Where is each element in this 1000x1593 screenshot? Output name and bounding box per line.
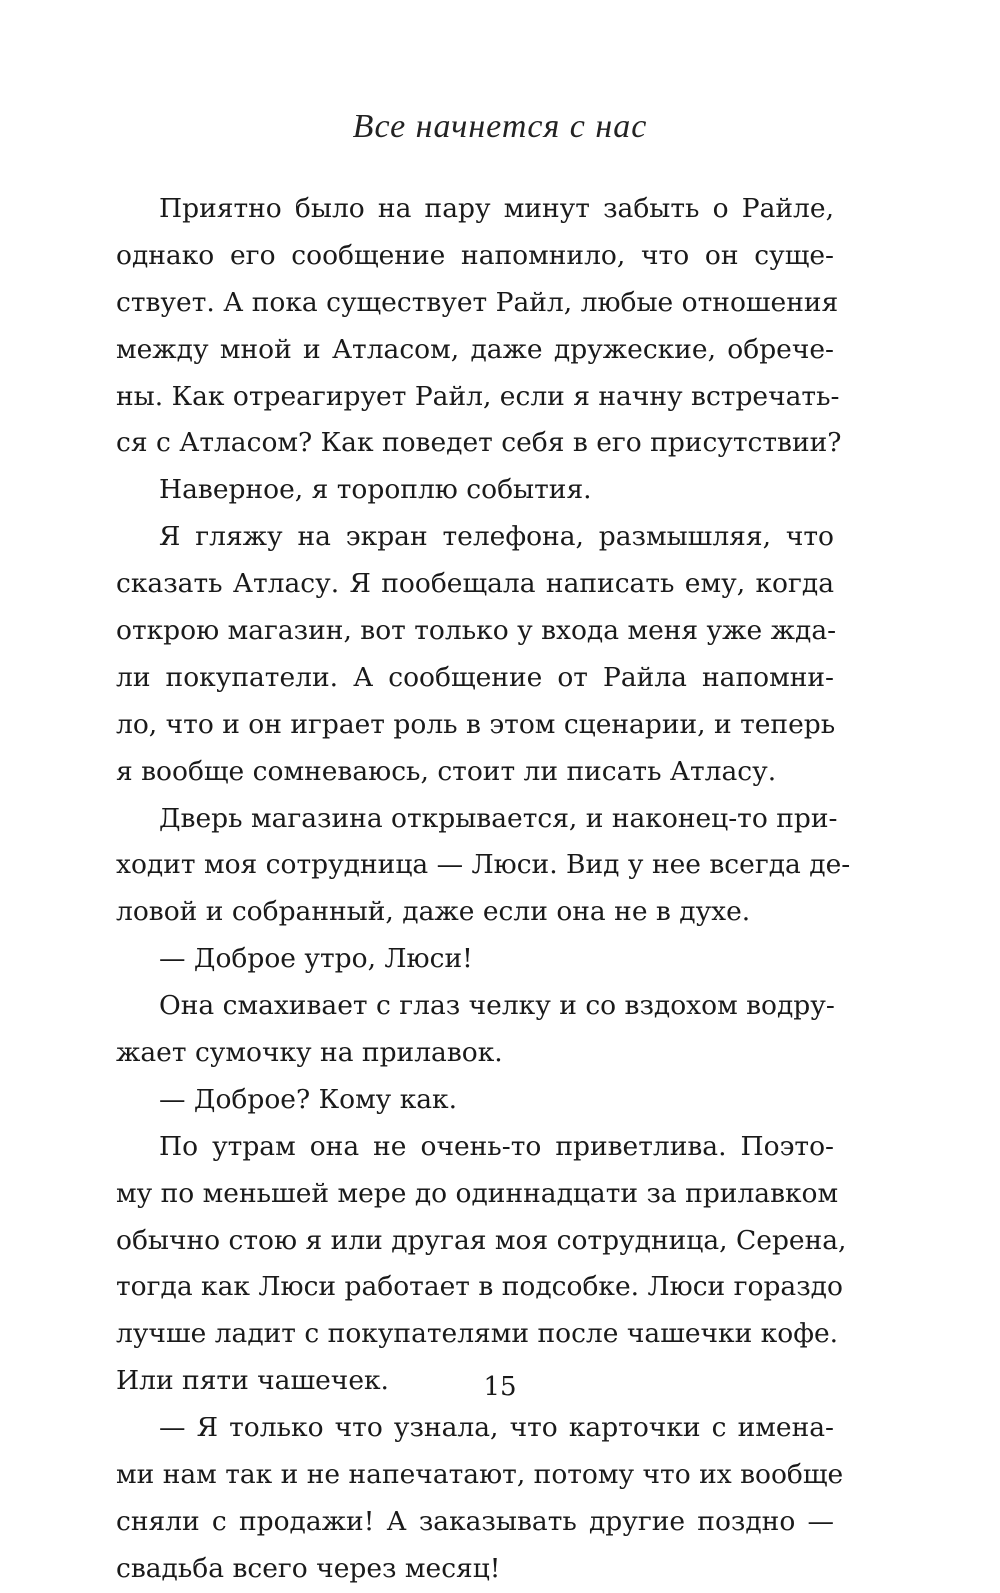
text-line: По утрам она не очень-то приветлива. Поэто-: [159, 1130, 834, 1162]
text-line: — Я только что узнала, что карточки с имена-: [159, 1412, 834, 1444]
text-line: ловой и собранный, даже если она не в духе.: [116, 896, 751, 928]
text-line: Приятно было на пару минут забыть о Райле,: [159, 193, 834, 224]
text-line: — Доброе? Кому как.: [159, 1083, 458, 1115]
text-line: ны. Как отреагирует Райл, если я начну встречать-: [116, 380, 840, 412]
text-line: ствует. А пока существует Райл, любые отношения: [116, 286, 839, 318]
text-line: Наверное, я тороплю события.: [159, 474, 592, 506]
running-head: Все начнется с нас: [352, 108, 648, 145]
text-line: сказать Атласу. Я пообещала написать ему, когда: [116, 568, 834, 600]
text-line: однако его сообщение напомнило, что он суще-: [116, 239, 834, 271]
text-line: лучше ладит с покупателями после чашечки кофе.: [116, 1318, 839, 1350]
text-line: я вообще сомневаюсь, стоит ли писать Атласу.: [116, 755, 777, 787]
text-line: жает сумочку на прилавок.: [116, 1037, 503, 1069]
page-number: 15: [483, 1372, 517, 1402]
text-line: ходит моя сотрудница — Люси. Вид у нее всегда де-: [116, 849, 851, 881]
text-line: Я гляжу на экран телефона, размышляя, что: [159, 521, 834, 553]
text-line: — Доброе утро, Люси!: [159, 943, 473, 975]
text-line: открою магазин, вот только у входа меня уже жда-: [116, 615, 837, 647]
text-line: му по меньшей мере до одиннадцати за прилавком: [116, 1177, 839, 1209]
text-line: Она смахивает с глаз челку и со вздохом водру-: [159, 990, 835, 1022]
text-line: ми нам так и не напечатают, потому что их вообще: [116, 1459, 844, 1491]
text-line: ли покупатели. А сообщение от Райла напомни-: [116, 661, 834, 693]
text-line: сняли с продажи! А заказывать другие поздно —: [116, 1505, 834, 1537]
text-line: ло, что и он играет роль в этом сценарии, и теперь: [116, 708, 836, 740]
text-line: обычно стою я или другая моя сотрудница, Серена,: [116, 1224, 847, 1256]
text-line: тогда как Люси работает в подсобке. Люси гораздо: [116, 1271, 843, 1303]
text-line: ся с Атласом? Как поведет себя в его присутствии?: [116, 427, 842, 459]
text-line: между мной и Атласом, даже дружеские, обрече-: [116, 333, 834, 365]
text-line: Дверь магазина открывается, и наконец-то при-: [159, 802, 838, 834]
text-line: Или пяти чашечек.: [116, 1365, 389, 1397]
text-line: свадьба всего через месяц!: [116, 1552, 501, 1584]
